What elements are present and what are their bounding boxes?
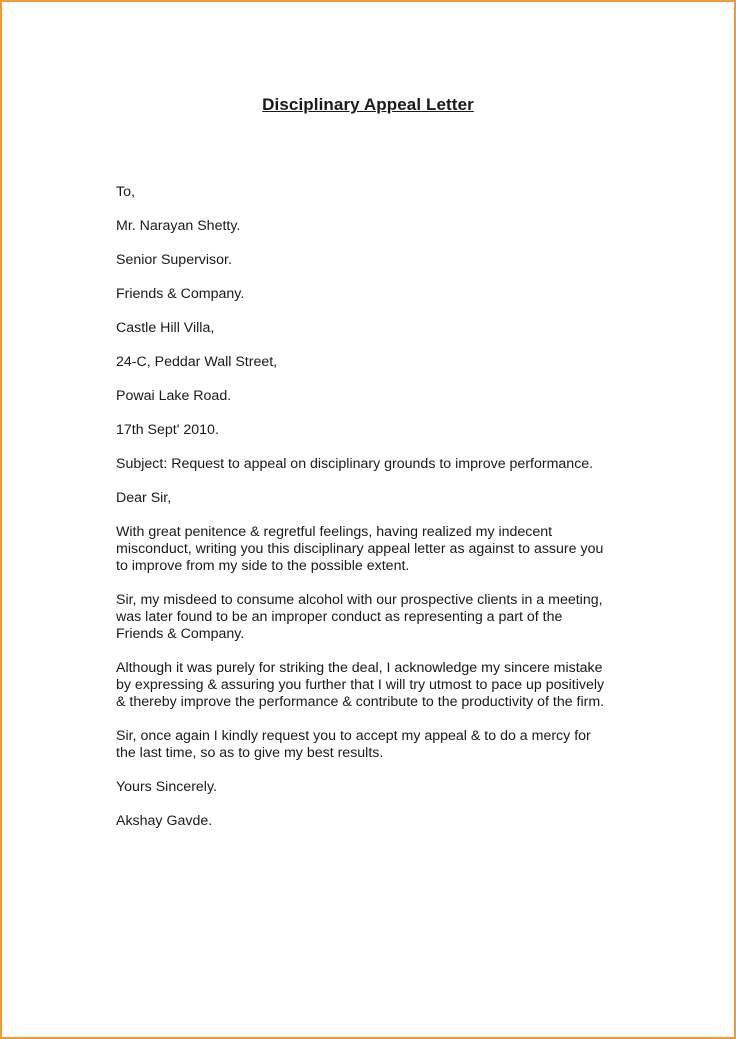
- body-paragraph-2: [116, 592, 636, 643]
- paragraph-line: Although it was purely for striking the deal, I acknowledge my sincere mistake: [116, 660, 603, 676]
- recipient-title: Senior Supervisor.: [116, 252, 232, 268]
- signature: Akshay Gavde.: [116, 813, 213, 829]
- address-line-1: Castle Hill Villa,: [116, 320, 215, 336]
- body-paragraph-1: [116, 524, 636, 575]
- address-line-3: Powai Lake Road.: [116, 388, 232, 404]
- recipient-company: Friends & Company.: [116, 286, 245, 302]
- salutation-to: To,: [116, 184, 135, 200]
- closing: Yours Sincerely.: [116, 779, 217, 795]
- paragraph-line: & thereby improve the performance & contribute to the productivity of the firm.: [116, 694, 605, 710]
- letter-subject: Subject: Request to appeal on disciplinary grounds to improve performance.: [116, 456, 594, 472]
- address-line-2: 24-C, Peddar Wall Street,: [116, 354, 278, 370]
- letter-date: 17th Sept' 2010.: [116, 422, 219, 438]
- paragraph-line: Sir, my misdeed to consume alcohol with our prospective clients in a meeting,: [116, 592, 603, 608]
- paragraph-line: was later found to be an improper conduct as representing a part of the: [116, 609, 563, 625]
- paragraph-line: Friends & Company.: [116, 626, 245, 642]
- paragraph-line: the last time, so as to give my best results.: [116, 745, 384, 761]
- greeting: Dear Sir,: [116, 490, 172, 506]
- paragraph-line: misconduct, writing you this disciplinary appeal letter as against to assure you: [116, 541, 604, 557]
- letter-title: Disciplinary Appeal Letter: [262, 95, 474, 114]
- body-paragraph-3: [116, 660, 636, 711]
- recipient-name: Mr. Narayan Shetty.: [116, 218, 241, 234]
- paragraph-line: by expressing & assuring you further that I will try utmost to pace up positively: [116, 677, 605, 693]
- paragraph-line: to improve from my side to the possible extent.: [116, 558, 410, 574]
- body-paragraph-4: [116, 728, 636, 762]
- paragraph-line: With great penitence & regretful feelings, having realized my indecent: [116, 524, 553, 540]
- letter-body: [116, 184, 636, 847]
- paragraph-line: Sir, once again I kindly request you to accept my appeal & to do a mercy for: [116, 728, 591, 744]
